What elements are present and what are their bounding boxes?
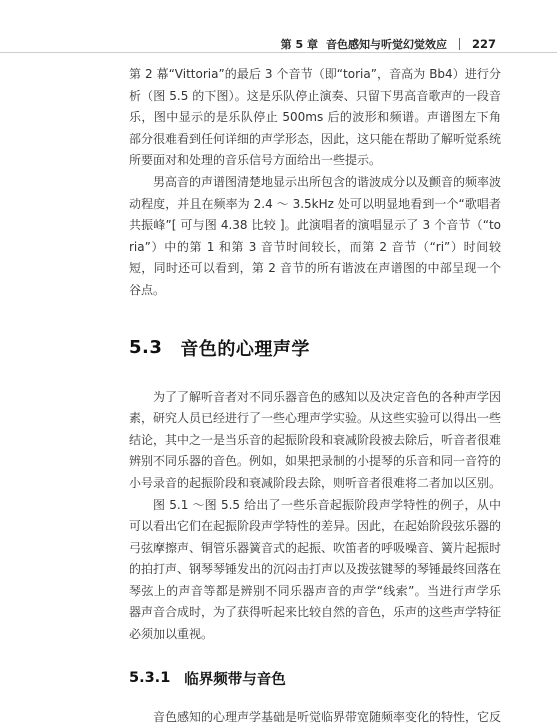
section-number: 5.3: [129, 337, 163, 359]
chapter-label: 第 5 章: [280, 38, 318, 51]
header-rule: [0, 52, 557, 53]
page-number: 227: [471, 37, 496, 51]
chapter-title: 音色感知与听觉幻觉效应: [325, 38, 447, 51]
page-body: [129, 64, 501, 728]
subsection-number: 5.3.1: [129, 670, 171, 687]
paragraph: 音色感知的心理声学基础是听觉临界带宽随频率变化的特性，它反: [153, 709, 502, 724]
paragraph: 为了了解听音者对不同乐器音色的感知以及决定音色的各种声学因素，研究人员已经进行了一些心理声学实验。从这些实验可以得出一些结论，其中之一是当乐音的起振阶段和衰减阶段被去除后，听音者很难辨别不同乐器的音色。例如，如果把录制的小提琴的乐音和同一音符的小号录音的起振阶段和衰减阶段去除，则听音者很难将二者加以区别。: [129, 389, 502, 490]
subsection-title: 临界频带与音色: [184, 671, 286, 688]
section-title: 音色的心理声学: [180, 338, 310, 360]
section-heading: [129, 335, 501, 361]
header-divider: [459, 38, 460, 50]
paragraph: 男高音的声谱图清楚地显示出所包含的谐波成分以及颤音的频率波动程度，并且在频率为 2.4 ～ 3.5kHz 处可以明显地看到一个“歌唱者共振峰”[ 可与图 4.38 比较 ]。此演唱者的演唱显示了 3 个音节（“toria”）中的第 1 和第 3 音节时间较长，而第 2 音节（“ri”）时间较短，同时还可以看到，第 2 音节的所有谐波在声谱图的中部呈现一个谷点。: [129, 174, 502, 297]
subsection-heading: [129, 668, 501, 689]
running-header: [281, 36, 496, 52]
paragraph: 图 5.1 ～图 5.5 给出了一些乐音起振阶段声学特性的例子，从中可以看出它们在起振阶段声学特性的差异。因此，在起始阶段弦乐器的弓弦摩擦声、铜管乐器簧音式的起振、吹笛者的呼吸噪音、簧片起振时的拍打声、钢琴琴锤发出的沉闷击打声以及拨弦键琴的琴锤最终回落在琴弦上的声音等都是辨别不同乐器声音的声学“线索”。当进行声学乐器声音合成时，为了获得听起来比较自然的音色，乐声的这些声学特征必须加以重视。: [129, 497, 502, 642]
paragraph: 第 2 幕“Vittoria”的最后 3 个音节（即“toria”，音高为 Bb4）进行分析（图 5.5 的下图）。这是乐队停止演奏、只留下男高音歌声的一段音乐，图中显示的是乐队停止 500ms 后的波形和频谱。声谱图左下角部分很难看到任何详细的声学形态，因此，这只能在帮助了解听觉系统所要面对和处理的音乐信号方面给出一些提示。: [129, 67, 502, 168]
